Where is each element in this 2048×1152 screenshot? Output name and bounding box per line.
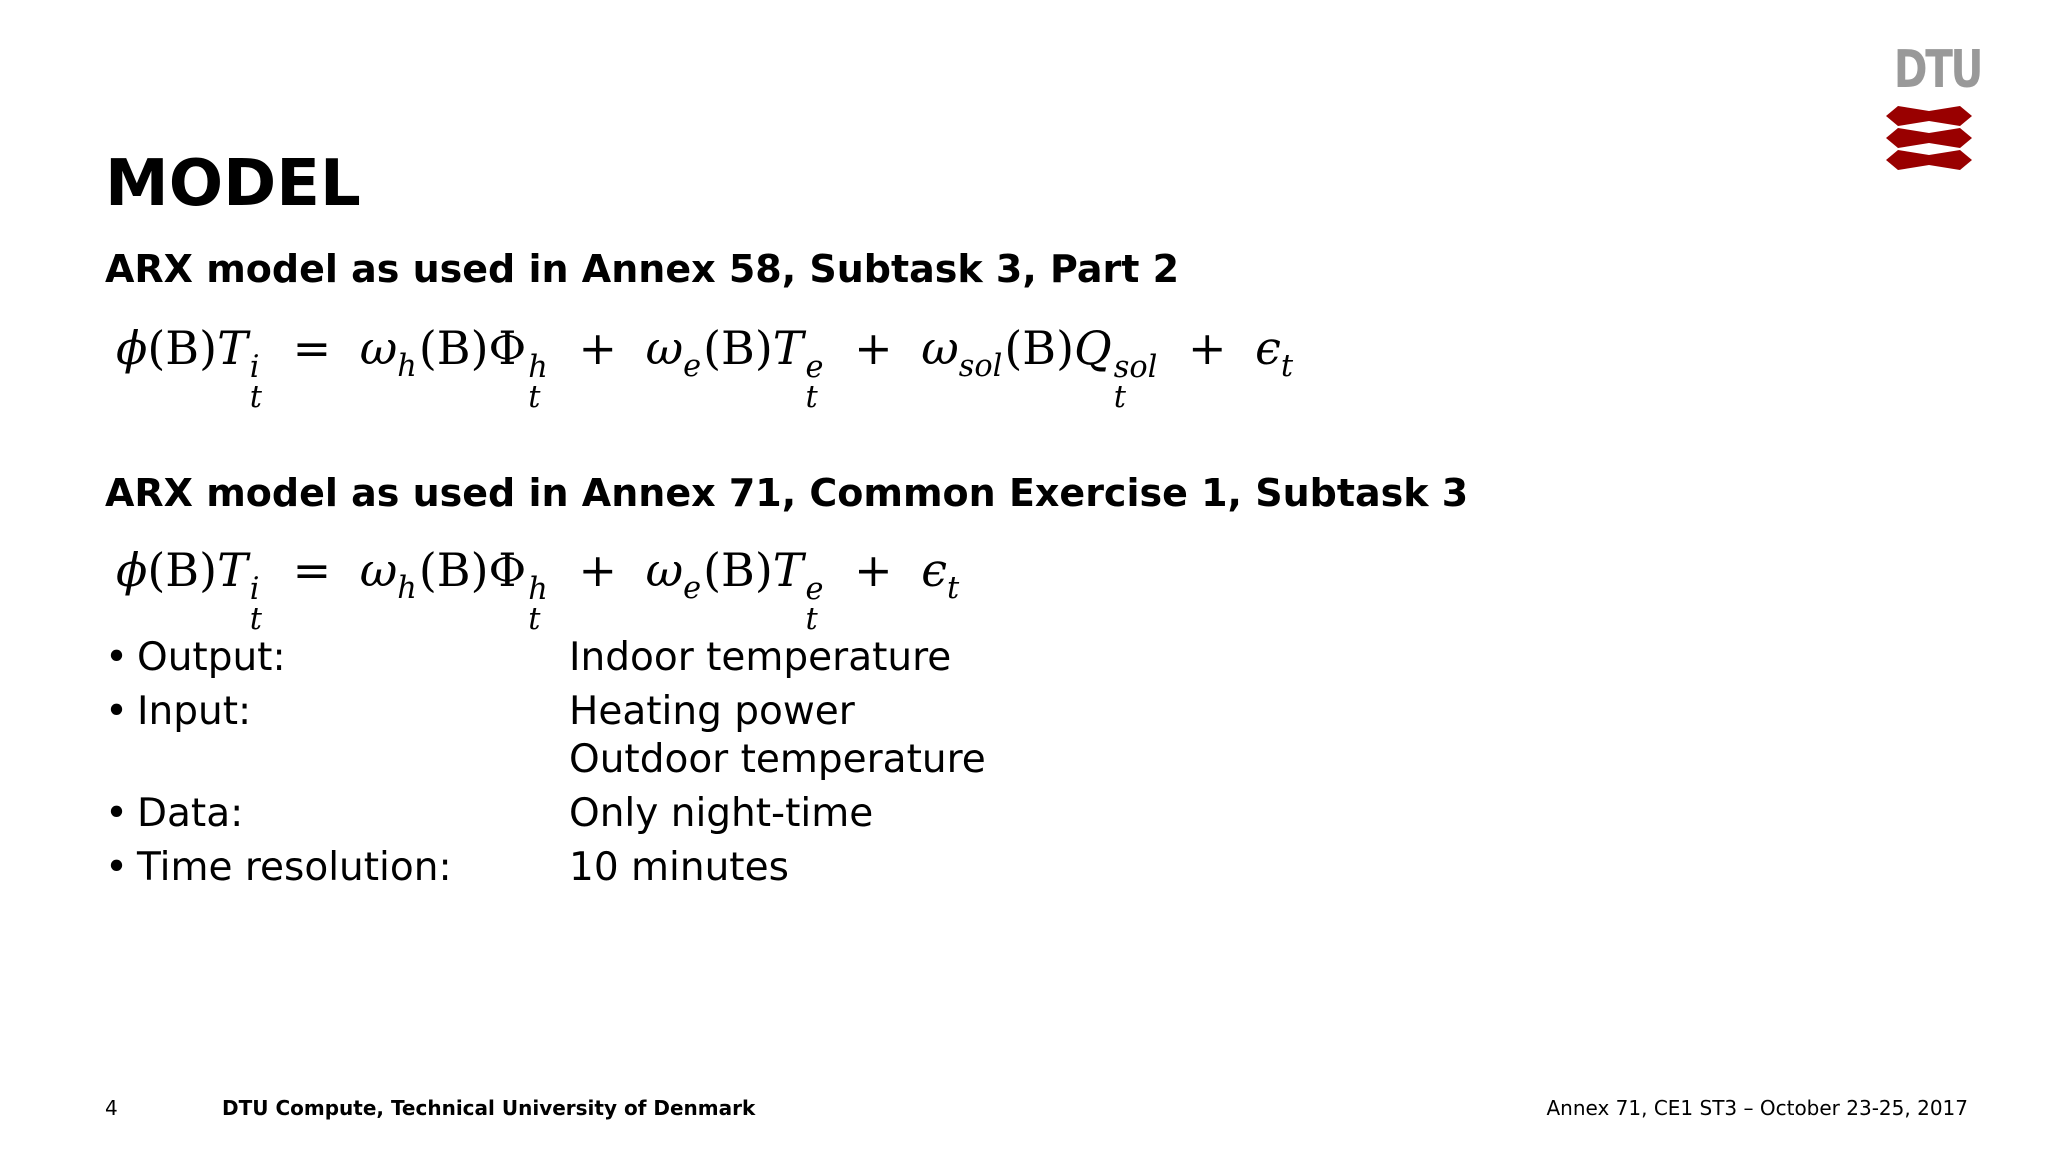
list-item-output bbox=[105, 634, 1205, 682]
dtu-logo-text: DTU bbox=[1893, 40, 1982, 100]
bullet-value: Indoor temperature bbox=[569, 635, 952, 680]
section-heading-annex58: ARX model as used in Annex 58, Subtask 3, Part 2 bbox=[105, 247, 1180, 291]
bullet-values bbox=[569, 634, 951, 682]
list-item-time-resolution bbox=[105, 844, 1205, 892]
logo-wave-bottom bbox=[1886, 150, 1972, 170]
bullet-label: • Data: bbox=[105, 790, 569, 838]
bullet-label: • Input: bbox=[105, 688, 569, 784]
bullet-label: • Time resolution: bbox=[105, 844, 569, 892]
bullet-values bbox=[569, 844, 789, 892]
footer-organization: DTU Compute, Technical University of Denmark bbox=[222, 1096, 756, 1120]
bullet-values bbox=[569, 688, 986, 784]
footer-event: Annex 71, CE1 ST3 – October 23-25, 2017 bbox=[1546, 1096, 1968, 1120]
bullet-value: Heating power bbox=[569, 689, 855, 734]
bullet-value: 10 minutes bbox=[569, 845, 789, 890]
bullet-label: • Output: bbox=[105, 634, 569, 682]
bullet-value: Only night-time bbox=[569, 791, 874, 836]
bullet-value: Outdoor temperature bbox=[569, 737, 986, 782]
bullet-values bbox=[569, 790, 873, 838]
equation-annex71: ϕ(B)T i t = $\omega_h(B)\Phi$ h t + $\omega_e(B)T$ e t + $\epsilon_t$ bbox=[116, 543, 960, 637]
equation-annex58: ϕ(B)T i t = $\omega_h(B)\Phi$ h t + $\omega_e(B)T$ e t + $\omega_{sol}(B)Q$ sol t + $\epsilon_t$ bbox=[116, 321, 1294, 415]
logo-wave-top bbox=[1886, 106, 1972, 126]
bullet-list bbox=[105, 634, 1205, 898]
section-heading-annex71: ARX model as used in Annex 71, Common Exercise 1, Subtask 3 bbox=[105, 471, 1469, 515]
logo-wave-middle bbox=[1886, 128, 1972, 148]
page-number: 4 bbox=[105, 1096, 118, 1120]
page-title: MODEL bbox=[105, 147, 361, 221]
dtu-logo-mark-icon bbox=[1886, 102, 1972, 172]
list-item-data bbox=[105, 790, 1205, 838]
dtu-logo bbox=[1884, 40, 1982, 172]
list-item-input bbox=[105, 688, 1205, 784]
